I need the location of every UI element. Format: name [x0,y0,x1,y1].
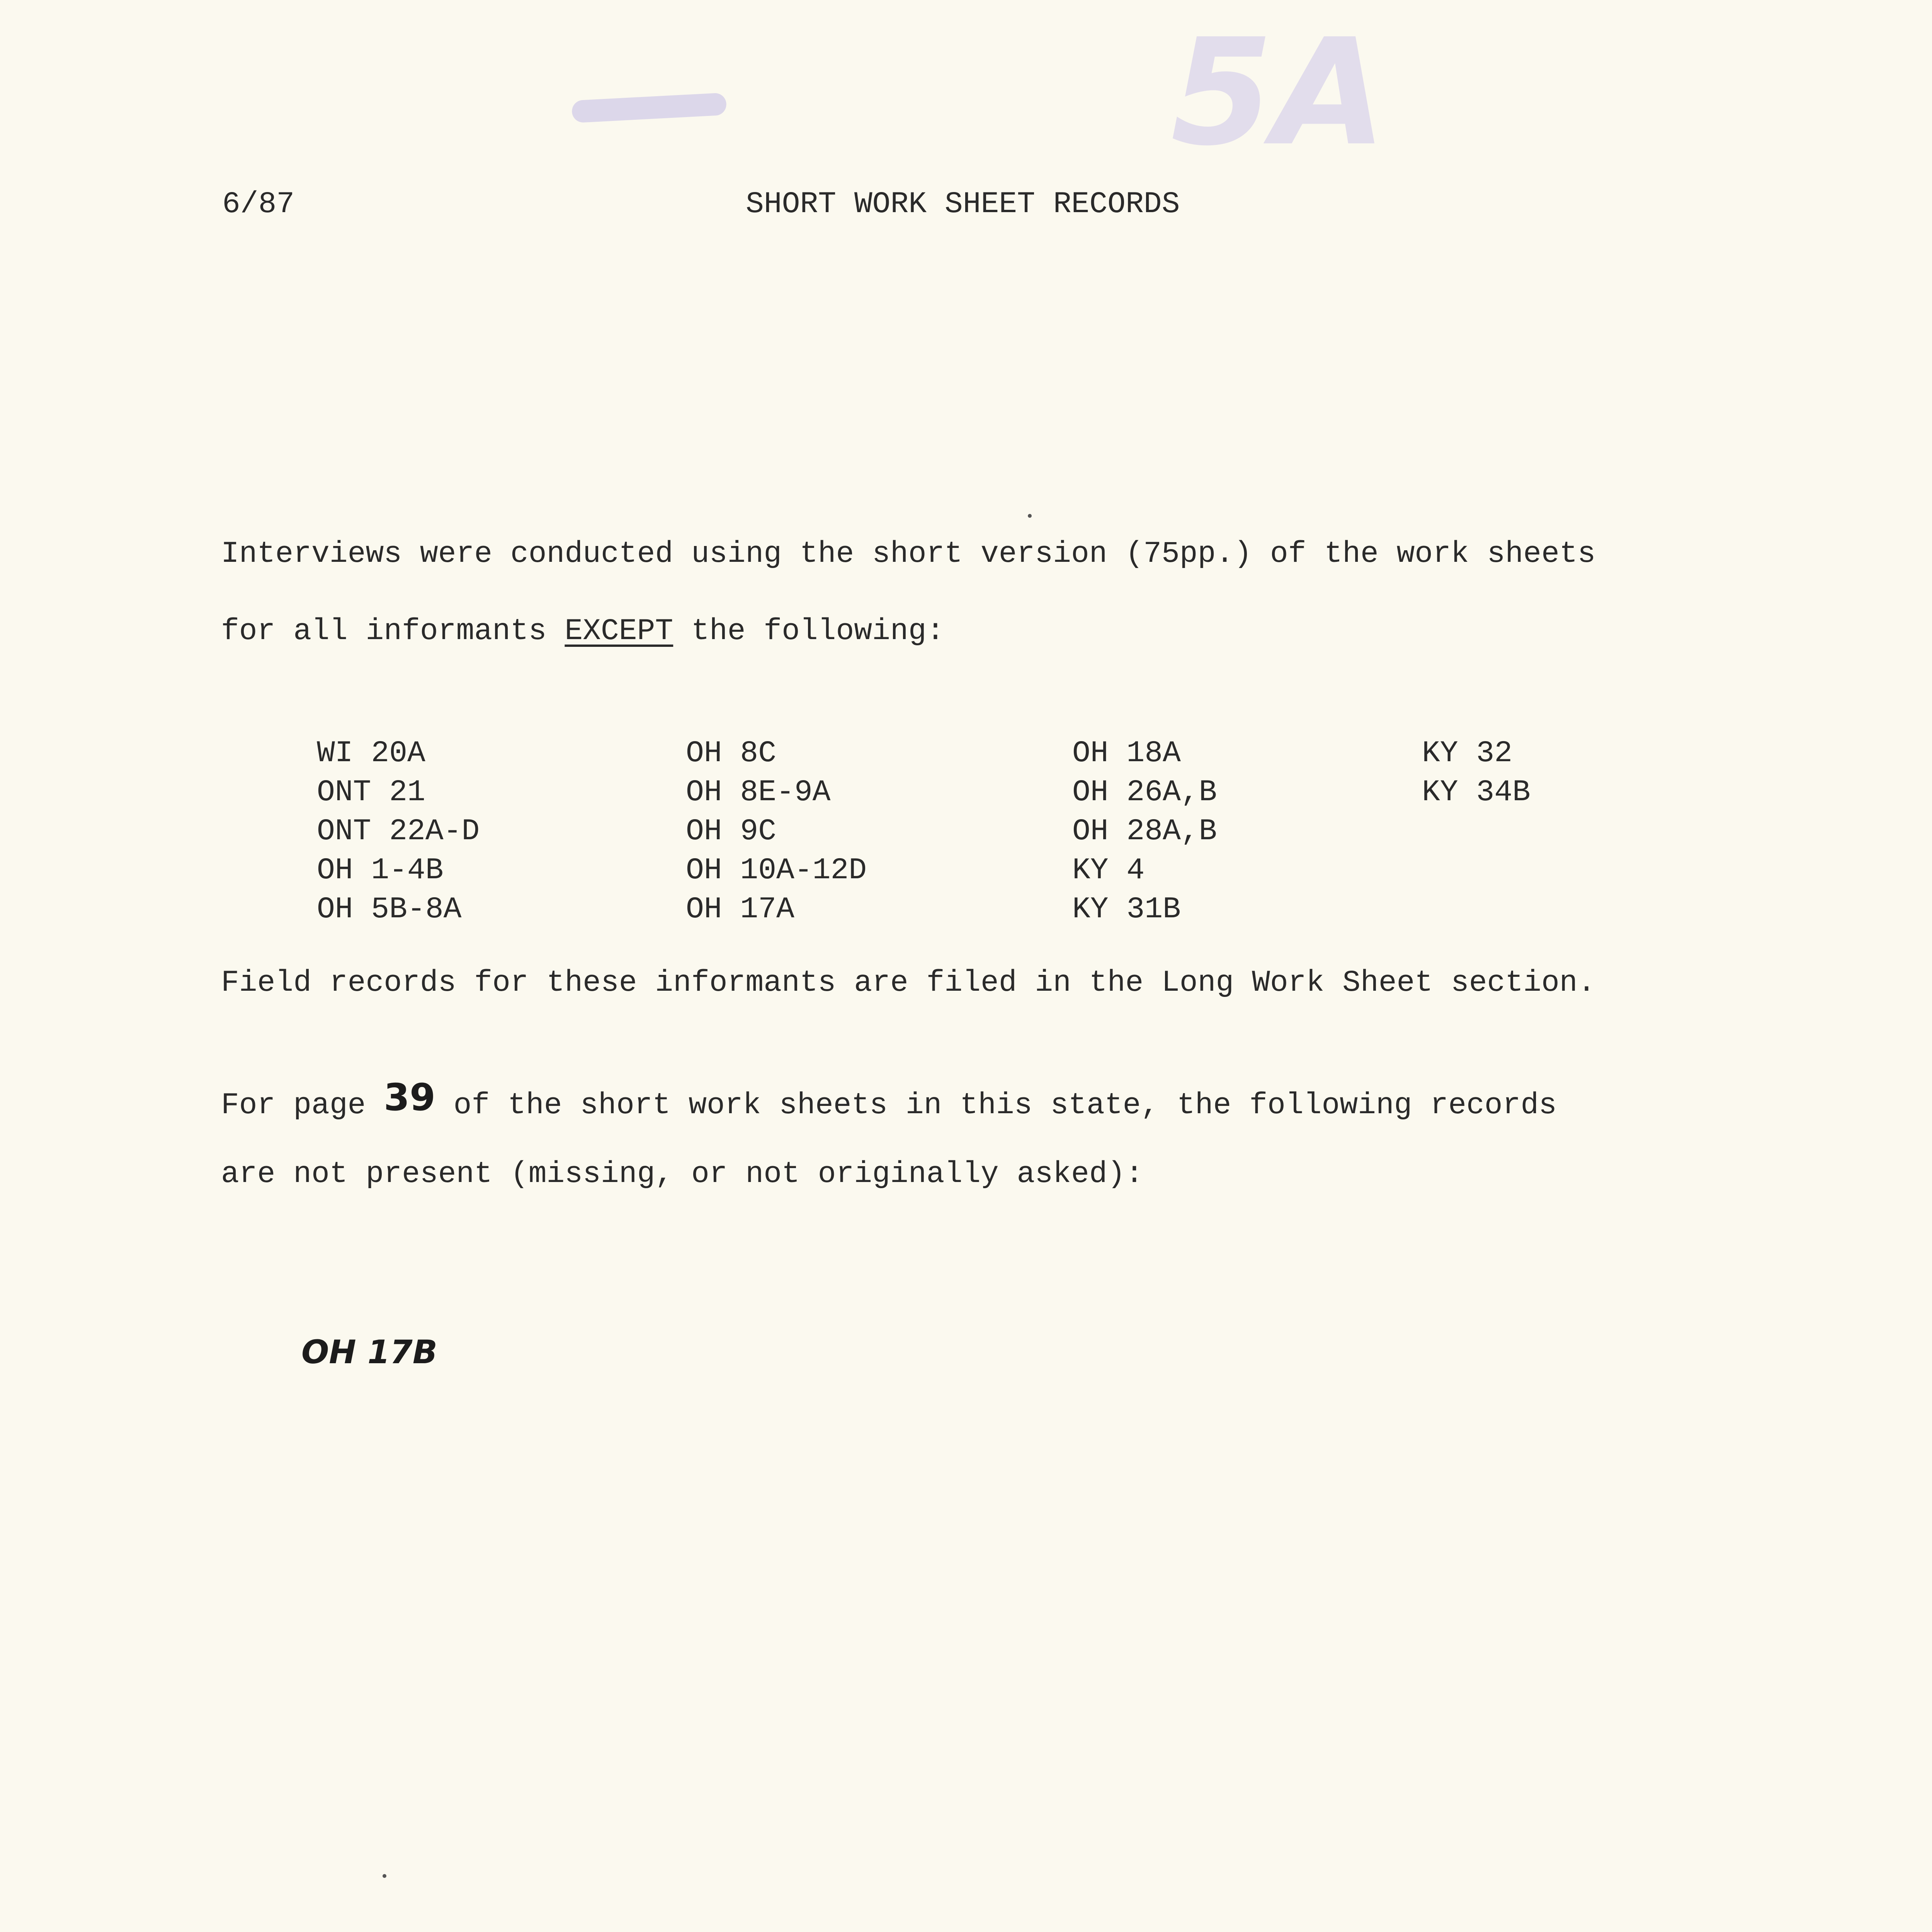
informant-item: ONT 21 [317,776,425,810]
informant-item: OH 5B-8A [317,893,462,927]
missing-paragraph-line1 [221,1076,1557,1122]
paper-speck [383,1874,386,1878]
informant-item: OH 8E-9A [686,776,831,810]
intro-paragraph-line2 [221,616,944,646]
informant-item: KY 34B [1422,776,1531,810]
paper-speck [1028,514,1032,518]
intro-text-after: the following: [673,614,945,648]
faint-stamp-mark: 5A [1171,7,1387,178]
informant-item: OH 1-4B [317,854,444,888]
informant-column-4 [1422,734,1531,812]
handwritten-missing-record: OH 17B [301,1333,437,1371]
informant-item: OH 10A-12D [686,854,867,888]
informant-item: OH 28A,B [1072,815,1217,849]
informant-item: OH 9C [686,815,777,849]
informant-item: KY 4 [1072,854,1145,888]
missing-text-before: For page [221,1088,384,1122]
informant-column-1 [317,734,480,929]
intro-text-before: for all informants [221,614,565,648]
missing-paragraph-line2: are not present (missing, or not originally asked): [221,1157,1144,1191]
informant-item: WI 20A [317,736,425,770]
informant-item: OH 26A,B [1072,776,1217,810]
handwritten-page-number: 39 [384,1076,435,1119]
informant-item: KY 32 [1422,736,1513,770]
intro-paragraph-line1: Interviews were conducted using the short version (75pp.) of the work sheets [221,537,1596,571]
informant-item: OH 18A [1072,736,1181,770]
informant-item: ONT 22A-D [317,815,480,849]
missing-text-after: of the short work sheets in this state, the following records [435,1088,1557,1122]
pencil-dash-mark [571,93,727,123]
informant-item: OH 17A [686,893,794,927]
informant-column-3 [1072,734,1217,929]
informant-column-2 [686,734,867,929]
except-emphasis: EXCEPT [565,614,673,648]
informant-item: OH 8C [686,736,777,770]
informant-item: KY 31B [1072,893,1181,927]
field-records-note: Field records for these informants are filed in the Long Work Sheet section. [221,966,1596,1000]
page-title: SHORT WORK SHEET RECORDS [746,187,1180,221]
header-date: 6/87 [222,187,295,221]
